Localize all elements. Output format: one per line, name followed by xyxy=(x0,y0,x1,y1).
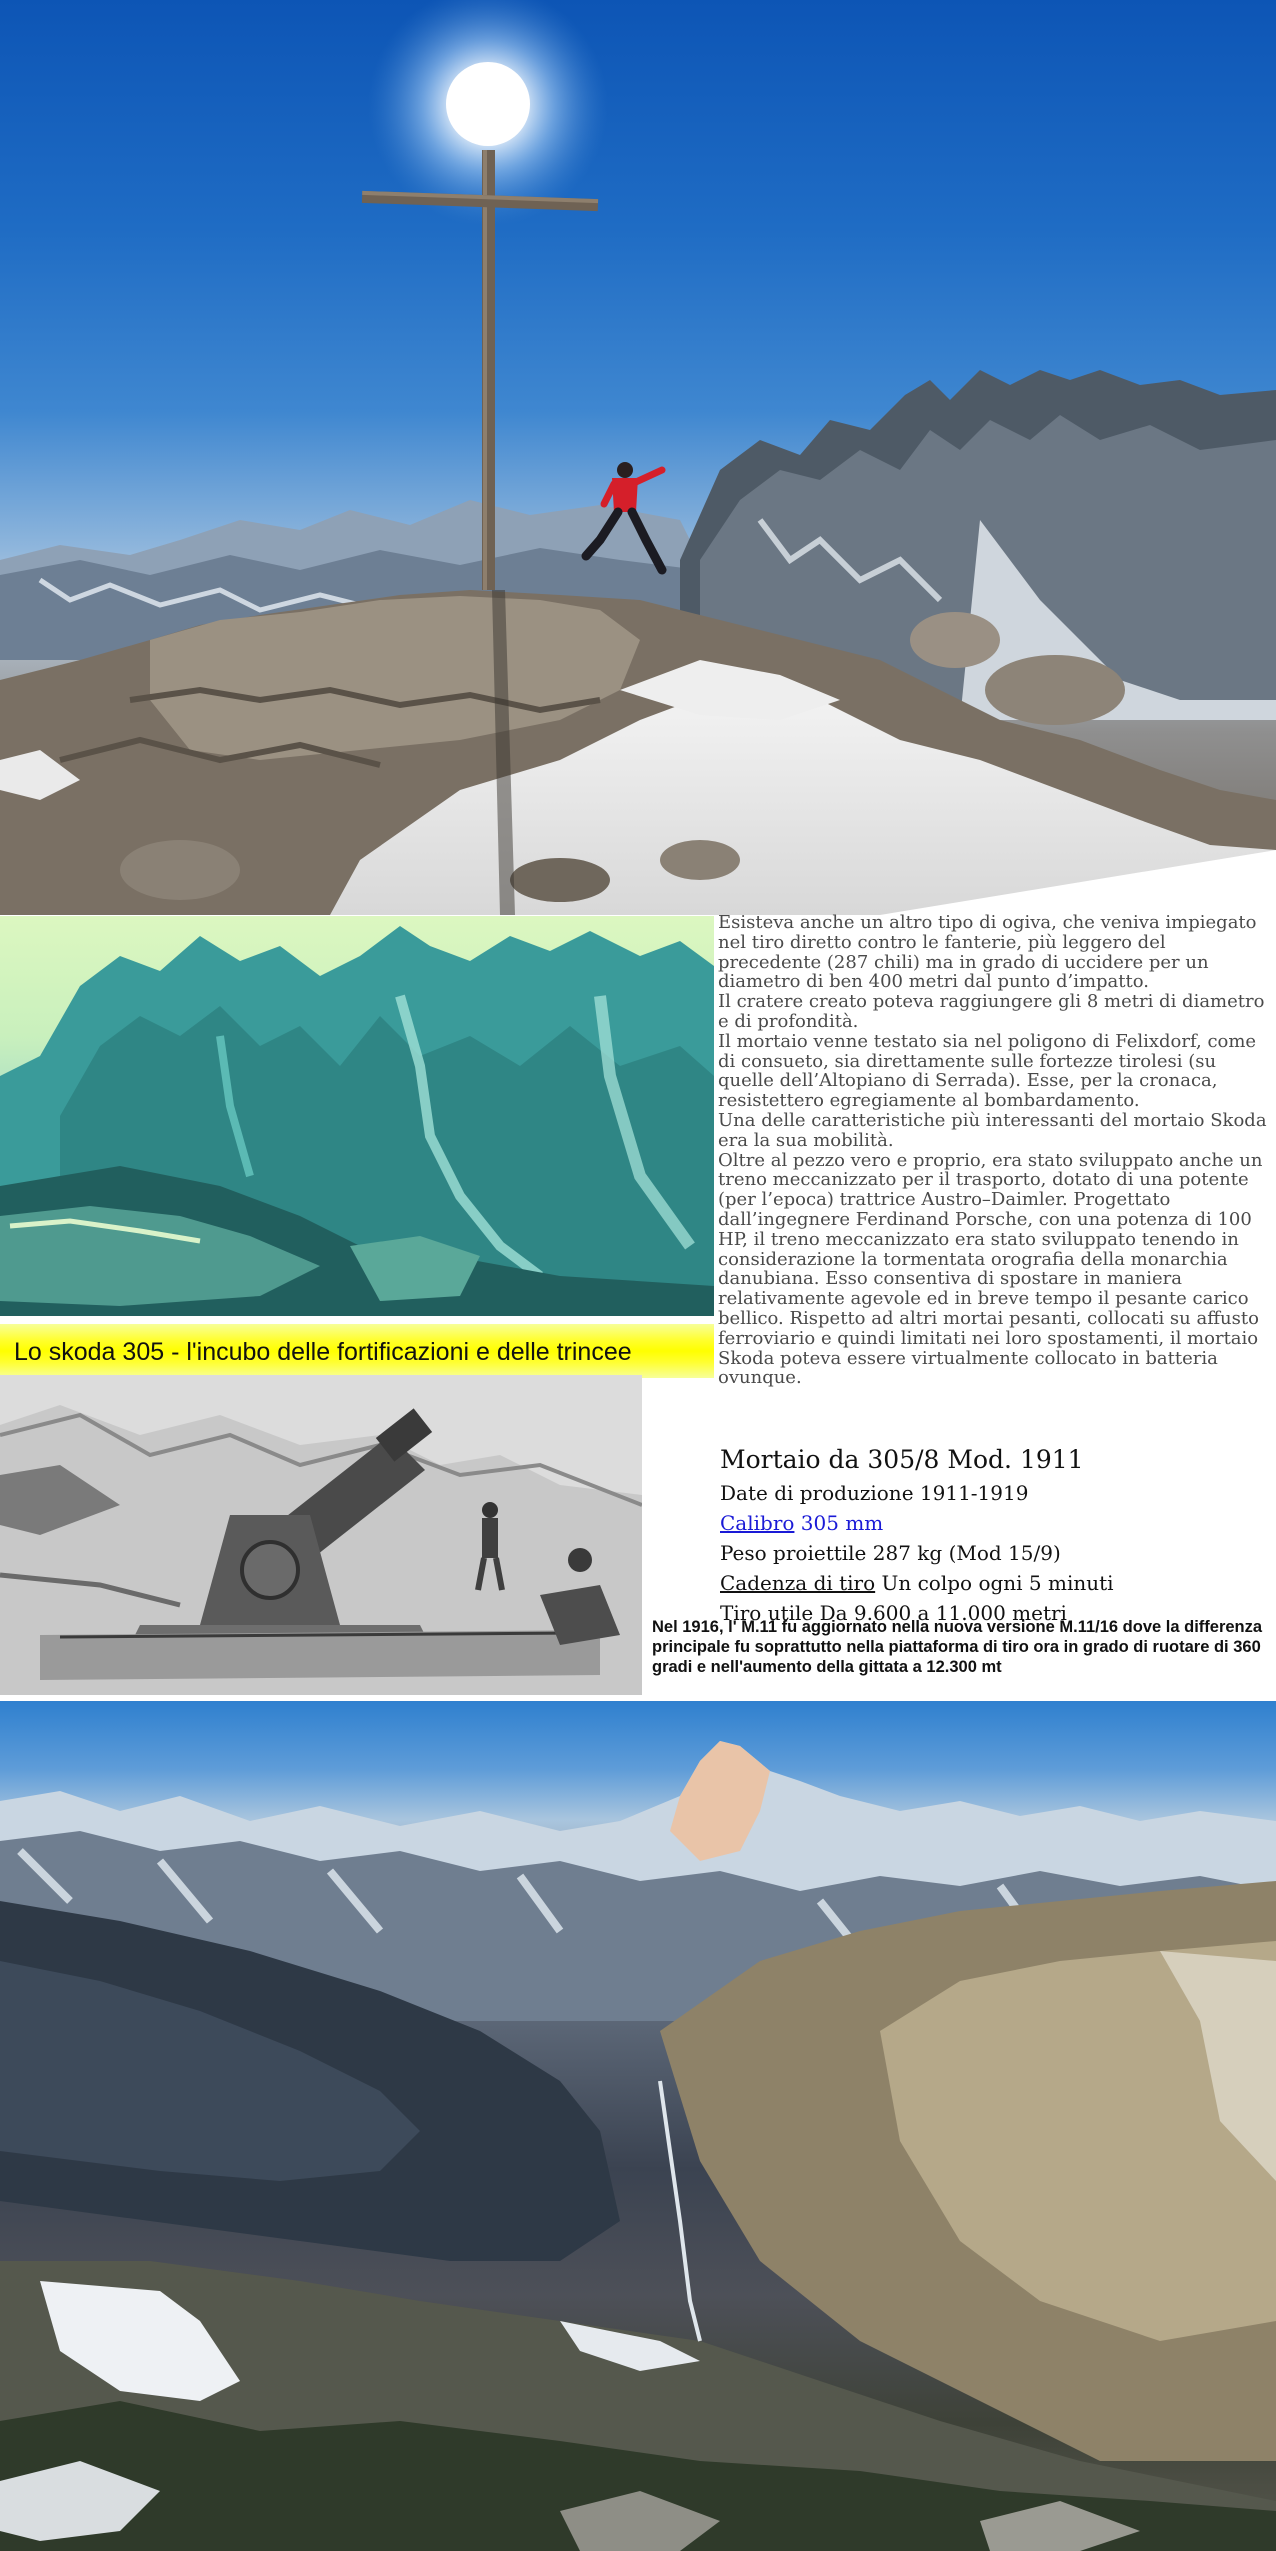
spec-title: Mortaio da 305/8 Mod. 1911 xyxy=(720,1445,1084,1474)
spec-label: Peso proiettile xyxy=(720,1541,867,1565)
mortar-historical-photo xyxy=(0,1375,642,1695)
rate-of-fire-link[interactable]: Cadenza di tiro xyxy=(720,1571,876,1595)
summit-cross-photo xyxy=(0,0,1276,915)
article-paragraph: Esisteva anche un altro tipo di ogiva, che veniva impiegato nel tiro diretto contro le fanterie, più leggero del precedente (287 chili) ma in grado di uccidere per un diametro di ben 400 metri dal punto d’impatto. xyxy=(718,912,1257,993)
spec-row-rate xyxy=(720,1569,1270,1597)
spec-row-production xyxy=(720,1479,1270,1507)
image-caption: Lo skoda 305 - l'incubo delle fortificazioni e delle trincee xyxy=(14,1338,632,1366)
update-note: Nel 1916, l' M.11 fu aggiornato nella nuova versione M.11/16 dove la differenza principale fu soprattutto nella piattaforma di tiro ora in grado di ruotare di 360 gradi e nell'aumento della gittata a 12.300 mt xyxy=(652,1618,1263,1676)
mortar-spec-sheet xyxy=(720,1445,1270,1629)
article-paragraph: Una delle caratteristiche più interessanti del mortaio Skoda era la sua mobilità. xyxy=(718,1109,1267,1151)
article-paragraph: Il cratere creato poteva raggiungere gli 8 metri di diametro e di profondità. xyxy=(718,991,1265,1032)
spec-value: 305 mm xyxy=(800,1511,884,1535)
spec-label: Tiro utile xyxy=(720,1601,814,1625)
tinted-mountain-photo xyxy=(0,916,714,1316)
article-text xyxy=(718,913,1274,1388)
article-paragraph: Oltre al pezzo vero e proprio, era stato sviluppato anche un treno meccanizzato per il trasporto, dotato di una potente (per l’epoca) trattrice Austro–Daimler. Progettato dall’ingegnere Ferdinand Porsche, con una potenza di 100 HP, il treno meccanizzato era stato sviluppato tenendo in considerazione la tormentata orografia della monarchia danubiana. Esso consentiva di spostare in maniera relativamente agevole ed in breve tempo il pesante carico bellico. Rispetto ad altri mortai pesanti, collocati su affusto ferroviario e quindi limitati nei loro spostamenti, il mortaio Skoda poteva essere virtualmente collocato in batteria ovunque. xyxy=(718,1149,1263,1389)
spec-row-weight xyxy=(720,1539,1270,1567)
spec-row-caliber xyxy=(720,1509,1270,1537)
summit-cross-illustration xyxy=(0,0,1276,915)
skoda-mortar-illustration xyxy=(0,1375,642,1695)
spec-label: Date di produzione xyxy=(720,1481,914,1505)
valley-panorama-photo xyxy=(0,1701,1276,2551)
spec-value: 287 kg (Mod 15/9) xyxy=(872,1541,1061,1565)
valley-panorama-illustration xyxy=(0,1701,1276,2551)
tinted-mountain-illustration xyxy=(0,916,714,1316)
article-paragraph: Il mortaio venne testato sia nel poligono di Felixdorf, come di consueto, sia direttamente sulle fortezze tirolesi (su quelle dell’Altopiano di Serrada). Esse, per la cronaca, resistettero egregiamente al bombardamento. xyxy=(718,1030,1257,1112)
spec-value: Un colpo ogni 5 minuti xyxy=(881,1571,1114,1595)
caliber-link[interactable]: Calibro xyxy=(720,1511,795,1535)
spec-value: Da 9.600 a 11.000 metri xyxy=(819,1601,1067,1625)
spec-value: 1911-1919 xyxy=(919,1481,1029,1505)
